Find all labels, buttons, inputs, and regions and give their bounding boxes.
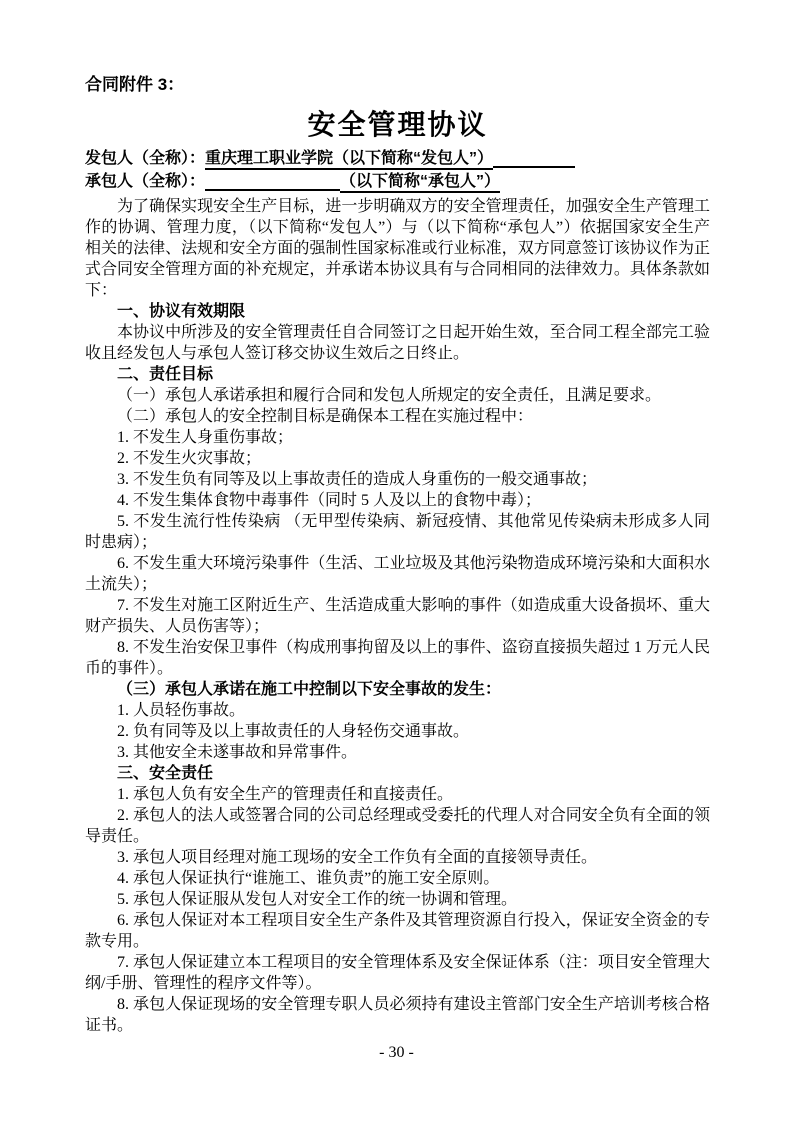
list-item: 2. 承包人的法人或签署合同的公司总经理或受委托的代理人对合同安全负有全面的领导责任。 bbox=[85, 807, 710, 845]
party-contractor-line bbox=[85, 170, 710, 193]
list-item: 8. 承包人保证现场的安全管理专职人员必须持有建设主管部门安全生产培训考核合格证书。 bbox=[85, 996, 710, 1034]
list-item: 1. 不发生人身重伤事故； bbox=[117, 429, 294, 446]
list-item: 8. 不发生治安保卫事件（构成刑事拘留及以上的事件、盗窃直接损失超过 1 万元人民币的事件）。 bbox=[85, 639, 710, 677]
list-item: 1. 人员轻伤事故。 bbox=[117, 702, 246, 719]
list-item: 4. 不发生集体食物中毒事件（同时 5 人及以上的食物中毒）； bbox=[117, 492, 542, 509]
party-contractor-value: （以下简称“承包人”） bbox=[340, 173, 500, 193]
list-item: 7. 不发生对施工区附近生产、生活造成重大影响的事件（如造成重大设备损坏、重大财产损失、人员伤害等）； bbox=[85, 597, 710, 635]
party-contractor-blank-underline bbox=[205, 189, 340, 191]
party-employer-blank-underline bbox=[493, 166, 575, 168]
intro-paragraph: 为了确保实现安全生产目标，进一步明确双方的安全管理责任，加强安全生产管理工作的协调、管理力度，（以下简称“发包人”）与（以下简称“承包人”）依据国家安全生产相关的法律、法规和安全方面的强制性国家标准或行业标准，双方同意签订该协议作为正式合同安全管理方面的补充规定，并承诺本协议具有与合同相同的法律效力。具体条款如下： bbox=[85, 198, 710, 299]
section-3-heading: 三、安全责任 bbox=[117, 765, 214, 782]
list-item: 5. 承包人保证服从发包人对安全工作的统一协调和管理。 bbox=[117, 891, 518, 908]
list-item: 2. 不发生火灾事故； bbox=[117, 450, 262, 467]
list-item: 4. 承包人保证执行“谁施工、谁负责”的施工安全原则。 bbox=[117, 870, 500, 887]
document-title: 安全管理协议 bbox=[307, 109, 488, 140]
list-item: 3. 承包人项目经理对施工现场的安全工作负有全面的直接领导责任。 bbox=[117, 849, 598, 866]
section-2-subheading: （三）承包人承诺在施工中控制以下安全事故的发生： bbox=[117, 681, 502, 698]
party-contractor-label: 承包人（全称）： bbox=[85, 173, 206, 190]
party-employer-line bbox=[85, 147, 710, 170]
paragraph: （二）承包人的安全控制目标是确保本工程在实施过程中： bbox=[117, 408, 534, 425]
page-number: - 30 - bbox=[379, 1044, 414, 1061]
attachment-label: 合同附件 3： bbox=[85, 75, 185, 94]
list-item: 3. 不发生负有同等及以上事故责任的造成人身重伤的一般交通事故； bbox=[117, 471, 598, 488]
section-1-heading: 一、协议有效期限 bbox=[117, 303, 246, 320]
list-item: 2. 负有同等及以上事故责任的人身轻伤交通事故。 bbox=[117, 723, 470, 740]
document-body bbox=[85, 196, 710, 1036]
paragraph: （一）承包人承诺承担和履行合同和发包人所规定的安全责任，且满足要求。 bbox=[117, 387, 662, 404]
list-item: 3. 其他安全未遂事故和异常事件。 bbox=[117, 744, 358, 761]
party-employer-value: 重庆理工职业学院（以下简称“发包人”） bbox=[205, 150, 493, 170]
list-item: 1. 承包人负有安全生产的管理责任和直接责任。 bbox=[117, 786, 454, 803]
list-item: 6. 承包人保证对本工程项目安全生产条件及其管理资源自行投入，保证安全资金的专款专用。 bbox=[85, 912, 710, 950]
list-item: 6. 不发生重大环境污染事件（生活、工业垃圾及其他污染物造成环境污染和大面积水土流失）； bbox=[85, 555, 710, 593]
list-item: 7. 承包人保证建立本工程项目的安全管理体系及安全保证体系（注：项目安全管理大纲/手册、管理性的程序文件等）。 bbox=[85, 954, 710, 992]
paragraph: 本协议中所涉及的安全管理责任自合同签订之日起开始生效，至合同工程全部完工验收且经发包人与承包人签订移交协议生效后之日终止。 bbox=[85, 324, 710, 362]
list-item: 5. 不发生流行性传染病 （无甲型传染病、新冠疫情、其他常见传染病未形成多人同时患病）； bbox=[85, 513, 710, 551]
party-employer-label: 发包人（全称）： bbox=[85, 150, 206, 167]
section-2-heading: 二、责任目标 bbox=[117, 366, 214, 383]
